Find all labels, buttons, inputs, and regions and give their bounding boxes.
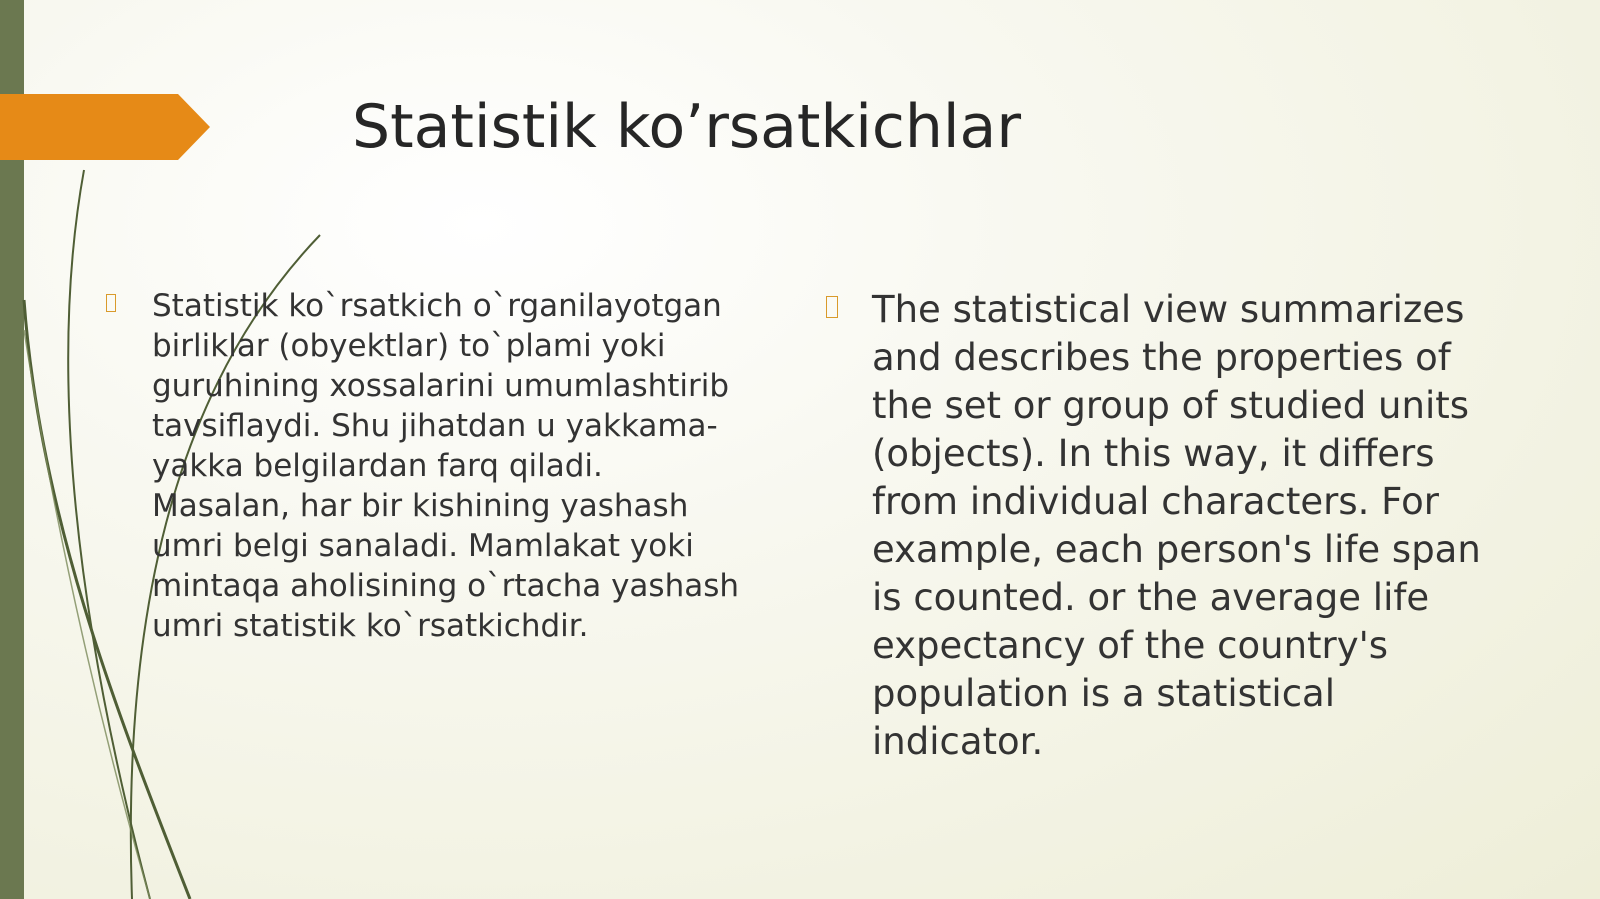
right-bullet-text: The statistical view summarizes and describes the properties of the set or group of studied units (objects). In this way, it differs from individual characters. For example, each person's life span is counted. or the average life expectancy of the country's population is a statistical indicator. bbox=[872, 288, 1481, 763]
left-bullet-text: Statistik ko`rsatkich o`rganilayotgan birliklar (obyektlar) to`plami yoki guruhining xossalarini umumlashtirib tavsiflaydi. Shu jihatdan u yakkama-yakka belgilardan farq qiladi. Masalan, har bir kishining yashash umri belgi sanaladi. Mamlakat yoki mintaqa aholisining o`rtacha yashash umri statistik ko`rsatkichdir. bbox=[152, 288, 740, 644]
left-column bbox=[106, 286, 746, 646]
slide-title: Statistik ko’rsatkichlar bbox=[352, 92, 1021, 162]
right-column bbox=[826, 286, 1516, 766]
hollow-square-bullet-icon bbox=[106, 294, 116, 312]
hollow-square-bullet-icon bbox=[826, 296, 838, 318]
accent-arrow-shape bbox=[0, 94, 210, 160]
